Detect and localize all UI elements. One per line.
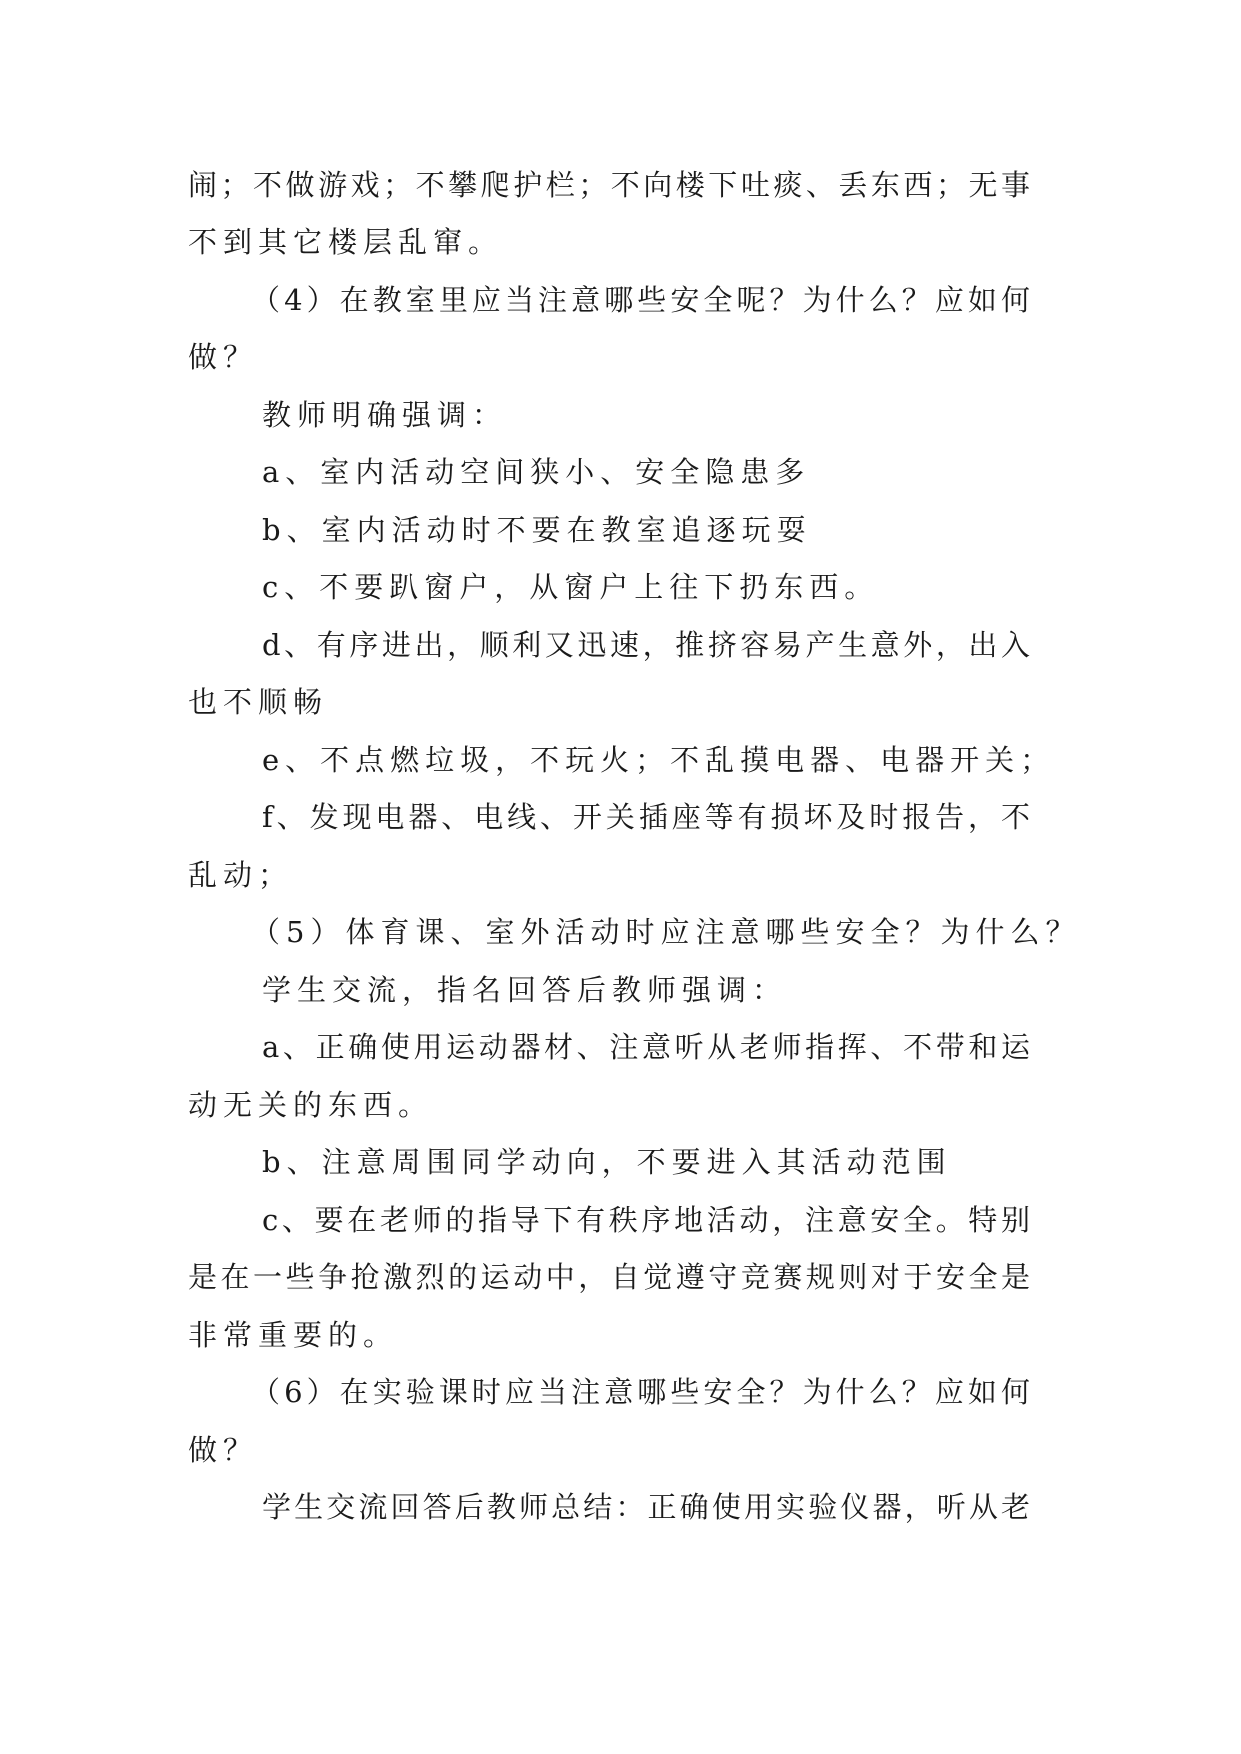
text-line: 是在一些争抢激烈的运动中，自觉遵守竞赛规则对于安全是 (188, 1260, 1030, 1294)
question-heading: （4）在教室里应当注意哪些安全呢？为什么？应如何 (251, 283, 1030, 317)
list-item: e、不点燃垃圾，不玩火；不乱摸电器、电器开关； (262, 743, 1056, 777)
list-item: c、要在老师的指导下有秩序地活动，注意安全。特别 (262, 1203, 1030, 1237)
text-line: 教师明确强调： (262, 398, 508, 432)
list-item: d、有序进出，顺利又迅速，推挤容易产生意外，出入 (262, 628, 1030, 662)
list-item: b、室内活动时不要在教室追逐玩耍 (262, 513, 812, 547)
list-item: a、室内活动空间狭小、安全隐患多 (262, 455, 811, 489)
list-item: a、正确使用运动器材、注意听从老师指挥、不带和运 (262, 1030, 1030, 1064)
text-line: 乱动； (188, 858, 294, 892)
text-line: 做？ (188, 1433, 259, 1467)
text-line: 做？ (188, 340, 259, 374)
question-heading: （5）体育课、室外活动时应注意哪些安全？为什么？ (251, 915, 1081, 949)
text-line: 闹；不做游戏；不攀爬护栏；不向楼下吐痰、丢东西；无事 (188, 168, 1030, 202)
text-line: 非常重要的。 (188, 1318, 399, 1352)
text-line: 学生交流回答后教师总结：正确使用实验仪器，听从老 (262, 1490, 1030, 1524)
text-line: 动无关的东西。 (188, 1088, 434, 1122)
text-line: 学生交流，指名回答后教师强调： (262, 973, 788, 1007)
list-item: f、发现电器、电线、开关插座等有损坏及时报告，不 (262, 800, 1030, 834)
text-line: 也不顺畅 (188, 685, 329, 719)
list-item: b、注意周围同学动向，不要进入其活动范围 (262, 1145, 952, 1179)
question-heading: （6）在实验课时应当注意哪些安全？为什么？应如何 (251, 1375, 1030, 1409)
list-item: c、不要趴窗户，从窗户上往下扔东西。 (262, 570, 880, 604)
text-line: 不到其它楼层乱窜。 (188, 225, 504, 259)
